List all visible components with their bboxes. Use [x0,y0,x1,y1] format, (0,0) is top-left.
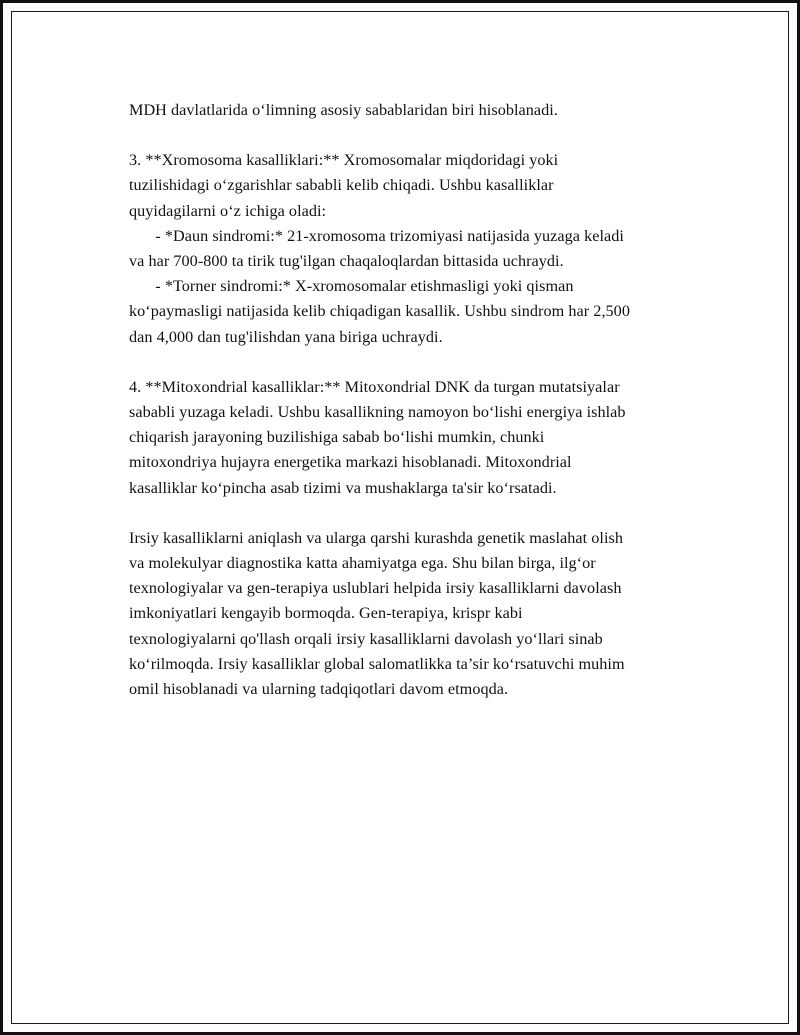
text-line: 4. **Mitoxondrial kasalliklar:** Mitoxondrial DNK da turgan mutatsiyalar [129,377,620,396]
paragraph-mdh-intro [129,98,705,123]
text-line: imkoniyatlari kengayib bormoqda. Gen-terapiya, krispr kabi [129,604,523,623]
text-line: va har 700-800 ta tirik tug'ilgan chaqaloqlardan bittasida uchraydi. [129,252,564,271]
text-line: va molekulyar diagnostika katta ahamiyatga ega. Shu bilan birga, ilg‘or [129,554,596,573]
text-line: Irsiy kasalliklarni aniqlash va ularga qarshi kurashda genetik maslahat olish [129,528,623,547]
paragraph-conclusion [129,526,705,702]
text-line: kasalliklar ko‘pincha asab tizimi va mushaklarga ta'sir ko‘rsatadi. [129,478,557,497]
text-line: dan 4,000 dan tug'ilishdan yana biriga uchraydi. [129,327,443,346]
text-line: ko‘paymasligi natijasida kelib chiqadigan kasallik. Ushbu sindrom har 2,500 [129,302,630,321]
text-line: chiqarish jarayoning buzilishiga sabab bo‘lishi mumkin, chunki [129,428,545,447]
text-line: quyidagilarni o‘z ichiga oladi: [129,201,327,220]
text-line: MDH davlatlarida o‘limning asosiy sabablaridan biri hisoblanadi. [129,101,558,119]
text-line: sababli yuzaga keladi. Ushbu kasallikning namoyon bo‘lishi energiya ishlab [129,403,626,422]
text-line: mitoxondriya hujayra energetika markazi hisoblanadi. Mitoxondrial [129,453,572,472]
paragraph-chromosome-diseases [129,148,705,350]
text-line: texnologiyalarni qo'llash orqali irsiy kasalliklarni davolash yo‘llari sinab [129,629,603,648]
paragraph-mitochondrial-diseases [129,375,705,501]
text-line: 3. **Xromosoma kasalliklari:** Xromosomalar miqdoridagi yoki [129,151,559,170]
document-text-column [129,98,705,702]
text-line: - *Daun sindromi:* 21-xromosoma trizomiyasi natijasida yuzaga keladi [143,226,624,245]
text-line: texnologiyalar va gen-terapiya uslublari helpida irsiy kasalliklarni davolash [129,579,622,598]
text-line: tuzilishidagi o‘zgarishlar sababli kelib chiqadi. Ushbu kasalliklar [129,176,554,195]
text-line: ko‘rilmoqda. Irsiy kasalliklar global salomatlikka ta’sir ko‘rsatuvchi muhim [129,654,625,673]
text-line: omil hisoblanadi va ularning tadqiqotlari davom etmoqda. [129,680,509,699]
page-sheet [21,21,779,1014]
page-border-inner [11,11,789,1024]
text-line: - *Torner sindromi:* X-xromosomalar etishmasligi yoki qisman [143,277,574,296]
page-border-outer [3,3,797,1032]
